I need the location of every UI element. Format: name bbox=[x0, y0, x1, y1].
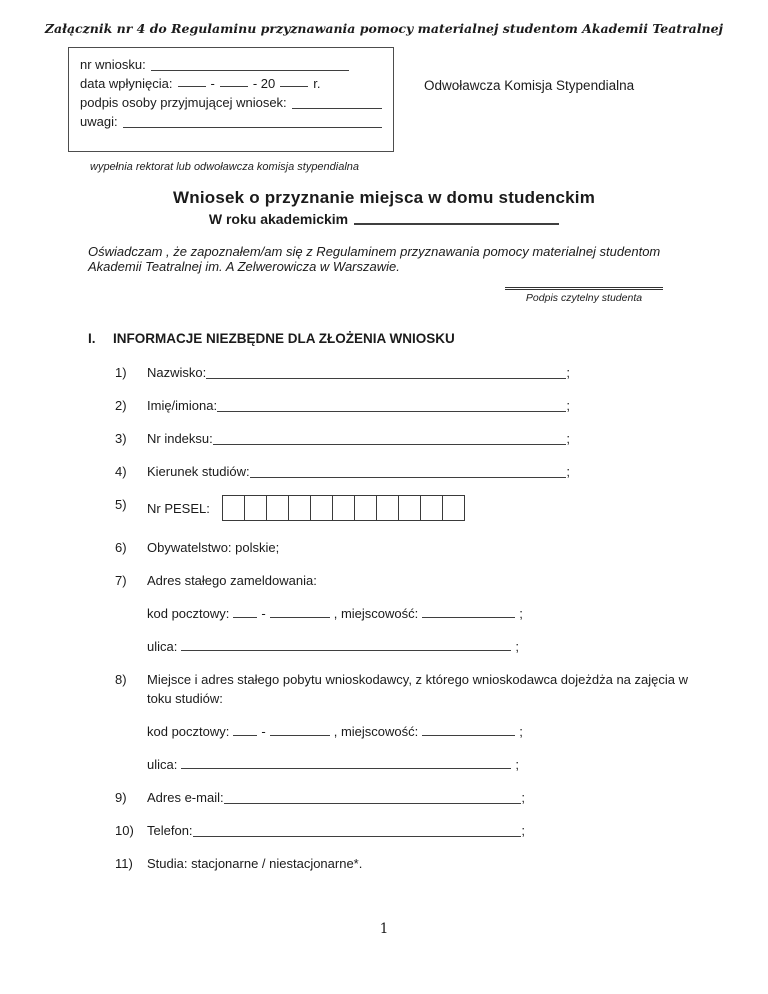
receipt-date-day-blank bbox=[178, 74, 206, 87]
permanent-postal-row bbox=[147, 604, 768, 623]
semicolon: ; bbox=[521, 823, 525, 838]
receipt-date-year-blank bbox=[280, 74, 308, 87]
receiver-signature-label: podpis osoby przyjmującej wniosek: bbox=[80, 95, 287, 110]
intake-box-note: wypełnia rektorat lub odwoławcza komisja stypendialna bbox=[90, 161, 360, 173]
item-first-names bbox=[115, 396, 570, 415]
commute-street-row bbox=[147, 755, 768, 774]
pesel-cell bbox=[354, 495, 377, 521]
permanent-address-header bbox=[115, 571, 755, 590]
declaration-line-2: Akademii Teatralnej im. A Zelwerowicza w Warszawie. bbox=[88, 259, 400, 274]
pesel-cell bbox=[244, 495, 267, 521]
item-pesel bbox=[115, 495, 755, 521]
receipt-date-suffix: r. bbox=[313, 76, 321, 91]
item-number: 2) bbox=[115, 398, 127, 413]
student-signature-line bbox=[505, 287, 663, 290]
item-email bbox=[115, 788, 525, 807]
commute-address-label-line2: toku studiów: bbox=[147, 691, 223, 706]
email-row bbox=[147, 788, 525, 807]
student-signature-caption: Podpis czytelny studenta bbox=[525, 292, 643, 304]
street-blank bbox=[181, 756, 511, 769]
receipt-date-month-blank bbox=[220, 74, 248, 87]
semicolon: ; bbox=[566, 398, 570, 413]
committee-label: Odwoławcza Komisja Stypendialna bbox=[424, 78, 635, 93]
city-label: , miejscowość: bbox=[333, 606, 419, 621]
postal-code-blank-2 bbox=[270, 605, 330, 618]
remarks-label: uwagi: bbox=[80, 114, 118, 129]
pesel-cell bbox=[266, 495, 289, 521]
receiver-signature-blank bbox=[292, 93, 382, 109]
application-number-row bbox=[80, 55, 382, 74]
semicolon: ; bbox=[519, 606, 523, 621]
declaration-text bbox=[88, 244, 748, 274]
receiver-signature-row bbox=[80, 93, 382, 112]
study-mode-label: Studia: stacjonarne / niestacjonarne*. bbox=[147, 856, 363, 871]
pesel-cell bbox=[442, 495, 465, 521]
pesel-cell bbox=[398, 495, 421, 521]
street-blank bbox=[181, 638, 511, 651]
commute-address-header bbox=[115, 670, 755, 708]
item-surname bbox=[115, 363, 570, 382]
section-1-heading bbox=[88, 331, 768, 346]
item-number: 3) bbox=[115, 431, 127, 446]
field-of-study-label: Kierunek studiów: bbox=[147, 464, 250, 479]
pesel-cell bbox=[332, 495, 355, 521]
first-names-blank bbox=[217, 396, 566, 412]
office-intake-box bbox=[68, 47, 394, 152]
item-number: 1) bbox=[115, 365, 127, 380]
item-number: 11) bbox=[115, 856, 133, 871]
semicolon: ; bbox=[519, 724, 523, 739]
item-number: 4) bbox=[115, 464, 127, 479]
form-subtitle bbox=[0, 211, 768, 227]
item-index-number bbox=[115, 429, 570, 448]
first-names-label: Imię/imiona: bbox=[147, 398, 218, 413]
pesel-cells bbox=[222, 495, 465, 521]
pesel-cell bbox=[310, 495, 333, 521]
field-of-study-blank bbox=[250, 462, 567, 478]
page-number: 1 bbox=[379, 921, 389, 937]
item-number: 9) bbox=[115, 790, 127, 805]
item-number: 6) bbox=[115, 540, 127, 555]
semicolon: ; bbox=[515, 757, 519, 772]
postal-code-blank-1 bbox=[233, 605, 257, 618]
city-blank bbox=[422, 723, 515, 736]
postal-code-blank-1 bbox=[233, 723, 257, 736]
surname-label: Nazwisko: bbox=[147, 365, 207, 380]
first-names-row bbox=[147, 396, 570, 415]
semicolon: ; bbox=[521, 790, 525, 805]
index-number-row bbox=[147, 429, 570, 448]
pesel-label: Nr PESEL: bbox=[147, 500, 210, 516]
remarks-row bbox=[80, 112, 382, 131]
commute-address-label-line1: Miejsce i adres stałego pobytu wnioskodawcy, z którego wnioskodawca dojeżdża na zajęcia w bbox=[147, 672, 688, 687]
item-number: 8) bbox=[115, 672, 127, 687]
item-study-mode bbox=[115, 854, 755, 873]
academic-year-label: W roku akademickim bbox=[208, 211, 349, 227]
declaration-line-1: Oświadczam , że zapoznałem/am się z Regulaminem przyznawania pomocy materialnej studentom bbox=[88, 244, 661, 259]
semicolon: ; bbox=[566, 431, 570, 446]
email-blank bbox=[224, 788, 522, 804]
city-blank bbox=[422, 605, 515, 618]
commute-address-label bbox=[147, 670, 688, 708]
city-label: , miejscowość: bbox=[333, 724, 419, 739]
student-signature-block bbox=[505, 287, 663, 304]
receipt-date-dash: - bbox=[210, 76, 215, 91]
semicolon: ; bbox=[566, 464, 570, 479]
surname-row bbox=[147, 363, 570, 382]
item-number: 5) bbox=[115, 497, 127, 512]
postal-code-label: kod pocztowy: bbox=[147, 606, 230, 621]
permanent-street-row bbox=[147, 637, 768, 656]
postal-code-dash: - bbox=[261, 724, 266, 739]
item-field-of-study bbox=[115, 462, 570, 481]
pesel-cell bbox=[376, 495, 399, 521]
section-1-list bbox=[115, 363, 768, 873]
citizenship-label: Obywatelstwo: polskie; bbox=[147, 540, 280, 555]
receipt-date-year-prefix: - 20 bbox=[252, 76, 276, 91]
index-number-blank bbox=[213, 429, 567, 445]
email-label: Adres e-mail: bbox=[147, 790, 224, 805]
section-1-title: INFORMACJE NIEZBĘDNE DLA ZŁOŻENIA WNIOSKU bbox=[113, 331, 455, 346]
semicolon: ; bbox=[515, 639, 519, 654]
semicolon: ; bbox=[566, 365, 570, 380]
commute-postal-row bbox=[147, 722, 768, 741]
header-row bbox=[68, 47, 768, 152]
postal-code-blank-2 bbox=[270, 723, 330, 736]
item-phone bbox=[115, 821, 525, 840]
phone-row bbox=[147, 821, 525, 840]
academic-year-blank bbox=[354, 212, 559, 225]
pesel-cell bbox=[420, 495, 443, 521]
phone-blank bbox=[193, 821, 522, 837]
phone-label: Telefon: bbox=[147, 823, 193, 838]
item-number: 7) bbox=[115, 573, 127, 588]
application-number-label: nr wniosku: bbox=[80, 57, 146, 72]
attachment-note: Załącznik nr 4 do Regulaminu przyznawania pomocy materialnej studentom Akademii Teatralnej bbox=[44, 21, 724, 36]
section-1-number: I. bbox=[88, 331, 96, 346]
postal-code-label: kod pocztowy: bbox=[147, 724, 230, 739]
item-number: 10) bbox=[115, 823, 134, 838]
surname-blank bbox=[206, 363, 566, 379]
item-permanent-address bbox=[115, 571, 768, 656]
receipt-date-row bbox=[80, 74, 382, 93]
street-label: ulica: bbox=[147, 639, 178, 654]
pesel-cell bbox=[222, 495, 245, 521]
postal-code-dash: - bbox=[261, 606, 266, 621]
permanent-address-label: Adres stałego zameldowania: bbox=[147, 573, 317, 588]
pesel-cell bbox=[288, 495, 311, 521]
application-number-blank bbox=[151, 55, 349, 71]
item-citizenship bbox=[115, 538, 755, 557]
pesel-row bbox=[147, 495, 465, 521]
form-title: Wniosek o przyznanie miejsca w domu studenckim bbox=[172, 188, 596, 207]
index-number-label: Nr indeksu: bbox=[147, 431, 213, 446]
receipt-date-label: data wpłynięcia: bbox=[80, 76, 173, 91]
street-label: ulica: bbox=[147, 757, 178, 772]
field-of-study-row bbox=[147, 462, 570, 481]
item-commute-address bbox=[115, 670, 768, 774]
remarks-blank bbox=[123, 112, 382, 128]
